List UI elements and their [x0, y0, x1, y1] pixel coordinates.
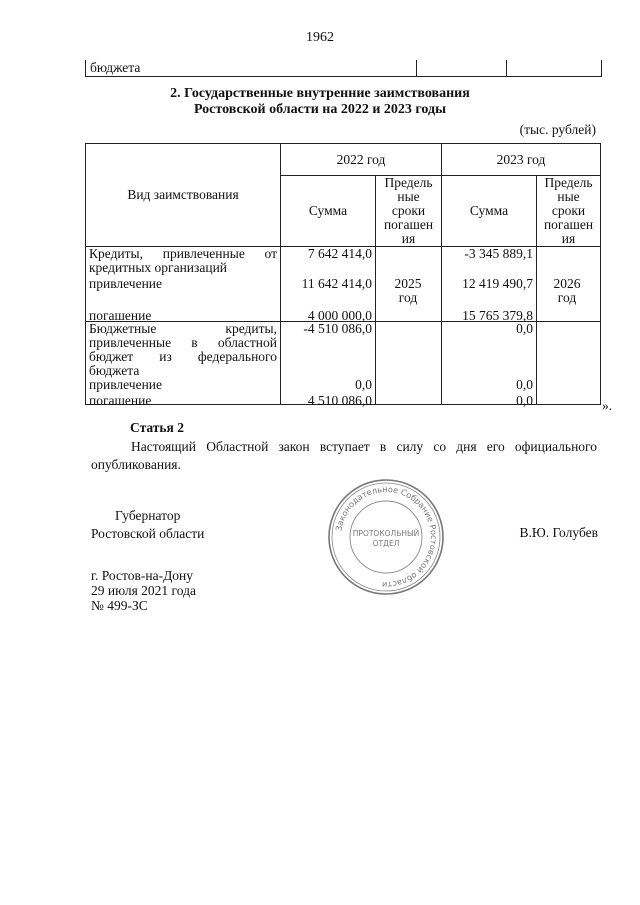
cell-sum: 11 642 414,0 [301, 276, 372, 291]
header-year-2022: 2022 год [281, 144, 442, 176]
cell-sum: 7 642 414,0 [307, 246, 372, 261]
stamp-center-line-1: ПРОТОКОЛЬНЫЙ [352, 529, 420, 538]
row-label-repay: погашение [89, 308, 152, 323]
header-sum-2022: Сумма [281, 176, 376, 247]
header-kind: Вид заимствования [86, 144, 281, 247]
table-divider [416, 60, 417, 76]
signatory-position: Губернатор Ростовской области [91, 508, 205, 541]
law-number: № 499-ЗС [91, 598, 148, 613]
signatory-name: В.Ю. Голубев [519, 525, 598, 540]
stamp-center-line-2: ОТДЕЛ [372, 539, 400, 548]
cell-term: 2026 год [553, 276, 581, 305]
date: 29 июля 2021 года [91, 583, 196, 598]
row-label-budget: Бюджетные кредиты, привлеченные в областной бюджет из федерального бюджета [89, 321, 277, 378]
heading-line-1: 2. Государственные внутренние заимствования [170, 86, 470, 101]
cell-sum: 0,0 [516, 393, 533, 408]
cell-term: 2025 год [394, 276, 422, 305]
cell-sum: 0,0 [516, 377, 533, 392]
section-heading [0, 86, 640, 118]
closing-quote: ». [602, 398, 613, 413]
cell-sum: -3 345 889,1 [464, 246, 533, 261]
row-label-attract: привлечение [89, 276, 163, 291]
city: г. Ростов-на-Дону [91, 568, 194, 583]
article-title: Статья 2 [130, 420, 184, 435]
cell-sum: 15 765 379,8 [462, 308, 533, 323]
cell-sum: 0,0 [355, 377, 372, 392]
row-label-attract: привлечение [89, 377, 163, 392]
header-year-2023: 2023 год [442, 144, 601, 176]
header-term-2023: Предель ные сроки погашен ия [537, 176, 601, 247]
table-divider [506, 60, 507, 76]
borrowing-table [85, 143, 601, 408]
place-date-block [91, 568, 196, 613]
article-text: Настоящий Областной закон вступает в силу со дня его официального опубликования. [91, 439, 597, 472]
table-row [86, 247, 601, 306]
header-sum-2023: Сумма [442, 176, 537, 247]
cell-sum: 12 419 490,7 [462, 276, 533, 291]
official-seal-stamp [327, 478, 445, 596]
page-number: 1962 [306, 30, 334, 45]
row-label-repay: погашение [89, 393, 152, 408]
table-row [86, 322, 601, 405]
cell-sum: 4 510 086,0 [307, 393, 372, 408]
previous-table-tail [85, 60, 602, 77]
previous-table-label: бюджета [90, 60, 141, 75]
row-label-credit-org: Кредиты, привлеченные от кредитных организаций [89, 246, 277, 275]
header-term-2022: Предель ные сроки погашен ия [376, 176, 442, 247]
heading-line-2: Ростовской области на 2022 и 2023 годы [193, 102, 447, 117]
units-label: (тыс. рублей) [519, 122, 596, 137]
cell-sum: 0,0 [516, 321, 533, 336]
cell-sum: -4 510 086,0 [303, 321, 372, 336]
stamp-ring-text: Законодательное Собрание Ростовской области [333, 483, 440, 591]
cell-sum: 4 000 000,0 [307, 308, 372, 323]
